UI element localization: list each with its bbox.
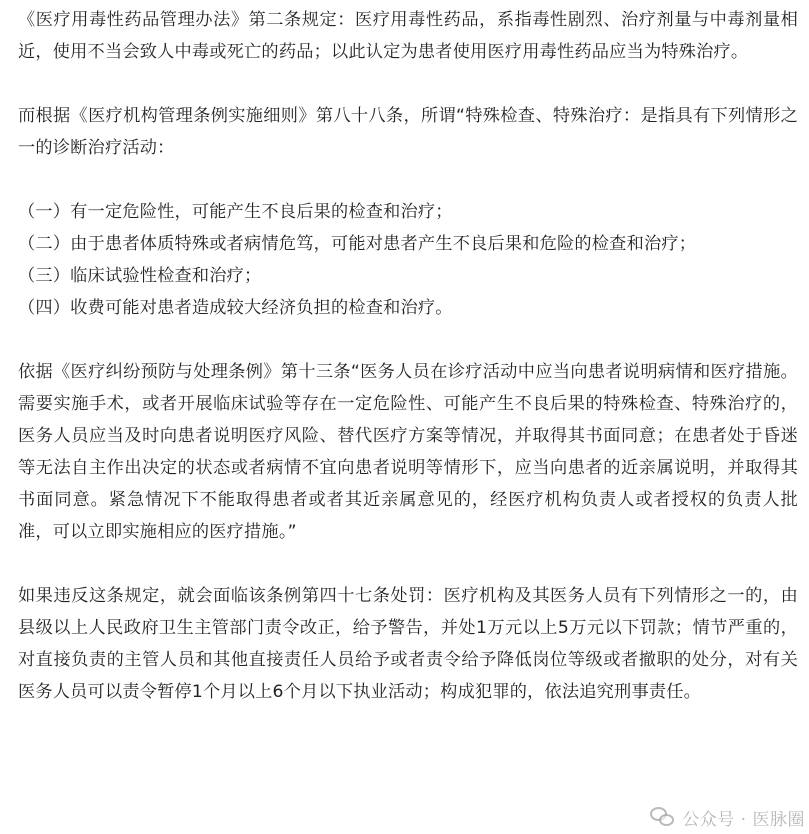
- paragraph-dispute-regulation: 依据《医疗纠纷预防与处理条例》第十三条“医务人员在诊疗活动中应当向患者说明病情和医疗措施。需要实施手术，或者开展临床试验等存在一定危险性、可能产生不良后果的特殊检查、特殊治疗的，医务人员应当及时向患者说明医疗风险、替代医疗方案等情况，并取得其书面同意；在患者处于昏迷等无法自主作出决定的状态或者病情不宜向患者说明等情形下，应当向患者的近亲属说明，并取得其书面同意。紧急情况下不能取得患者或者其近亲属意见的，经医疗机构负责人或者授权的负责人批准，可以立即实施相应的医疗措施。”: [18, 362, 798, 542]
- paragraph-gap: [18, 68, 798, 100]
- special-treatment-list: [18, 196, 798, 324]
- paragraph-gap: [18, 324, 798, 356]
- paragraph-penalty: 如果违反这条规定，就会面临该条例第四十七条处罚：医疗机构及其医务人员有下列情形之一的，由县级以上人民政府卫生主管部门责令改正，给予警告，并处1万元以上5万元以下罚款；情节严重的，对直接负责的主管人员和其他直接责任人员给予或者责令给予降低岗位等级或者撤职的处分，对有关医务人员可以责令暂停1个月以上6个月以下执业活动；构成犯罪的，依法追究刑事责任。: [18, 586, 798, 702]
- paragraph-gap: [18, 164, 798, 196]
- paragraph-special-treatment-definition: 而根据《医疗机构管理条例实施细则》第八十八条，所谓“特殊检查、特殊治疗：是指具有下列情形之一的诊断治疗活动：: [18, 106, 798, 158]
- list-item: （四）收费可能对患者造成较大经济负担的检查和治疗。: [18, 298, 453, 318]
- list-item: （一）有一定危险性，可能产生不良后果的检查和治疗；: [18, 202, 453, 222]
- article-body: [18, 4, 798, 708]
- watermark: [650, 805, 805, 830]
- list-item: （二）由于患者体质特殊或者病情危笃，可能对患者产生不良后果和危险的检查和治疗；: [18, 234, 697, 254]
- paragraph-gap: [18, 548, 798, 580]
- list-item: （三）临床试验性检查和治疗；: [18, 266, 262, 286]
- paragraph-toxic-drug-regulation: 《医疗用毒性药品管理办法》第二条规定：医疗用毒性药品，系指毒性剧烈、治疗剂量与中毒剂量相近，使用不当会致人中毒或死亡的药品；以此认定为患者使用医疗用毒性药品应当为特殊治疗。: [18, 10, 798, 62]
- watermark-text: 公众号 · 医脉圈: [682, 810, 805, 830]
- wechat-icon: [650, 807, 676, 829]
